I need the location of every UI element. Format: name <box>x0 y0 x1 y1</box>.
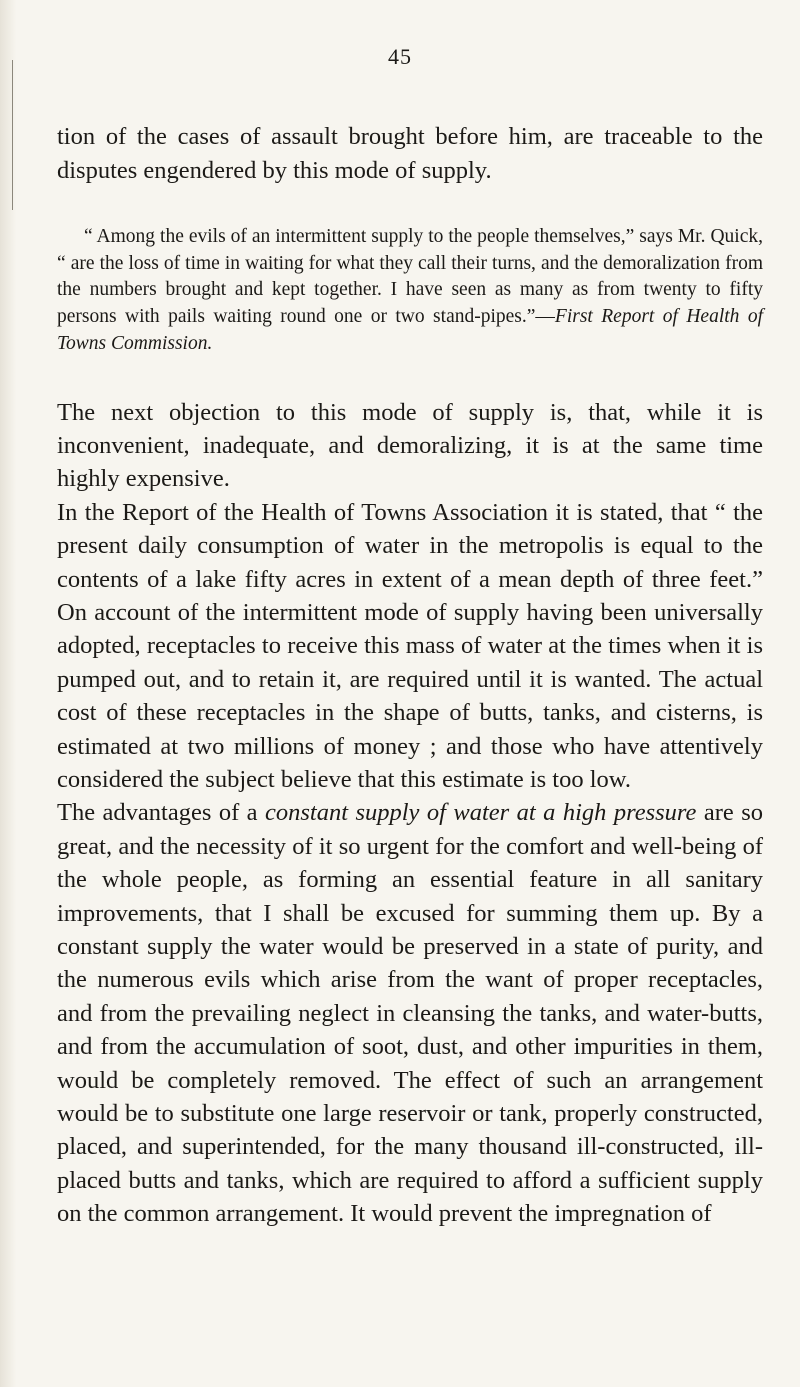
binding-rule <box>12 60 13 210</box>
advantages-emphasis: constant supply of water at a high pressure <box>265 799 697 827</box>
paragraph-objection: The next objection to this mode of supply is, that, while it is inconvenient, inadequate, and demoralizing, it is at the same time highly expensive. <box>57 398 763 493</box>
block-quote <box>57 224 763 358</box>
advantages-lead: The advantages of a <box>57 799 265 827</box>
quote-body: “ Among the evils of an intermittent supply to the people themselves,” says Mr. Quick, “ are the loss of time in waiting for what they call their turns, and the demoralization from the numbers brought and kept together. I have seen as many as from twenty to fifty persons with pails waiting round one or two stand-pipes.”— <box>57 226 763 328</box>
page-binding-edge <box>0 0 16 1387</box>
page-number: 45 <box>388 44 412 69</box>
opening-paragraph: tion of the cases of assault brought before him, are traceable to the disputes engendered by this mode of supply. <box>57 123 763 184</box>
paragraph-advantages <box>57 796 763 1230</box>
advantages-rest: are so great, and the necessity of it so urgent for the comfort and well-being of the whole people, as forming an essential feature in all sanitary improvements, that I shall be excused for summing them up. By a constant supply the water would be preserved in a state of purity, and the numerous evils which arise from the want of proper receptacles, and from the prevailing neglect in cleansing the tanks, and water-butts, and from the accumulation of soot, dust, and other impurities in them, would be completely removed. The effect of such an arrangement would be to substitute one large reservoir or tank, properly constructed, placed, and superintended, for the many thousand ill-constructed, ill-placed butts and tanks, which are required to afford a sufficient supply on the common arrangement. It would prevent the impregnation of <box>57 799 763 1228</box>
paragraph-report: In the Report of the Health of Towns Association it is stated, that “ the present daily consumption of water in the metropolis is equal to the contents of a lake fifty acres in extent of a mean depth of three feet.” On account of the intermittent mode of supply having been universally adopted, receptacles to receive this mass of water at the times when it is pumped out, and to retain it, are required until it is wanted. The actual cost of these receptacles in the shape of butts, tanks, and cisterns, is estimated at two millions of money ; and those who have attentively considered the subject believe that this estimate is too low. <box>57 498 763 793</box>
quote-source: First Report of Health of Towns Commission. <box>57 306 763 354</box>
page-body <box>57 120 763 1231</box>
